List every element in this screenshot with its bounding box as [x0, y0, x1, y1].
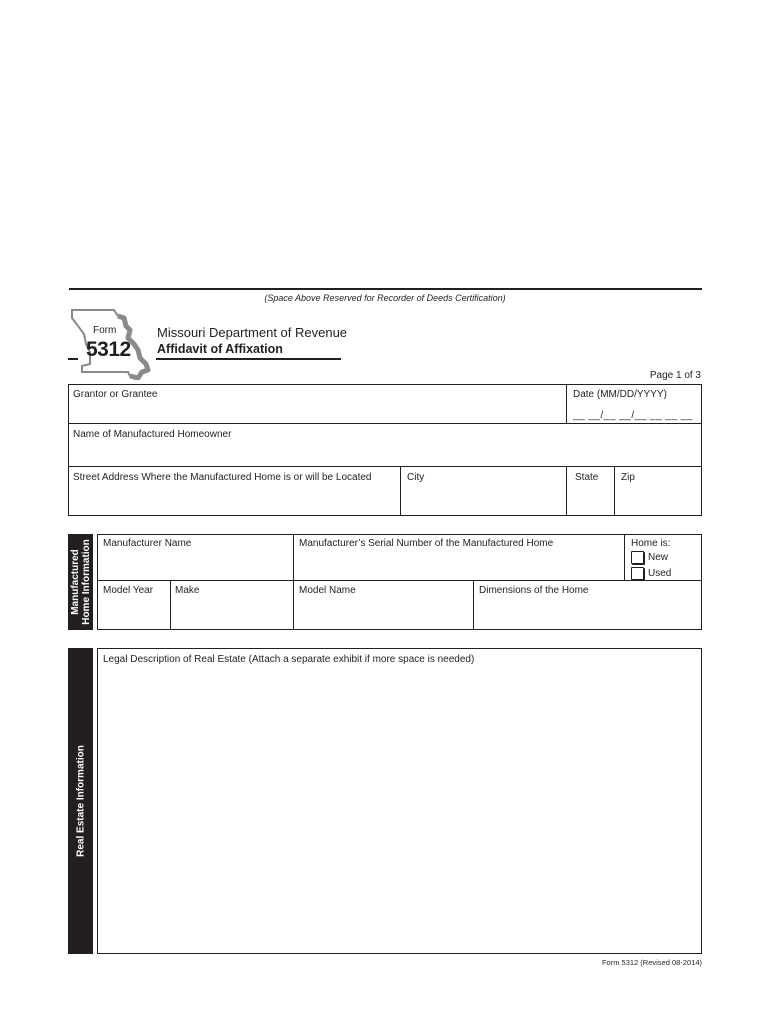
- column-divider: [566, 384, 567, 423]
- model-name-field[interactable]: [295, 598, 471, 628]
- model-year-field[interactable]: [99, 598, 168, 628]
- legal-description-label: Legal Description of Real Estate (Attach a separate exhibit if more space is needed): [103, 654, 475, 665]
- form-word: Form: [93, 325, 117, 336]
- real-estate-section-title: Real Estate Information: [75, 745, 86, 857]
- city-label: City: [407, 472, 425, 483]
- manufactured-home-section-title: [70, 539, 92, 625]
- column-divider: [473, 580, 474, 630]
- model-year-label: Model Year: [103, 585, 154, 596]
- home-new-label: New: [648, 552, 669, 563]
- state-field[interactable]: [568, 485, 612, 514]
- manufacturer-name-label: Manufacturer Name: [103, 538, 192, 549]
- legal-description-field[interactable]: [99, 668, 700, 952]
- form-number: 5312: [86, 338, 131, 361]
- serial-number-label: Manufacturer’s Serial Number of the Manufactured Home: [299, 538, 554, 549]
- column-divider: [293, 534, 294, 580]
- column-divider: [170, 580, 171, 630]
- row-divider: [68, 466, 702, 467]
- manufacturer-name-field[interactable]: [99, 551, 291, 578]
- model-name-label: Model Name: [299, 585, 356, 596]
- row-divider: [68, 423, 702, 424]
- zip-label: Zip: [621, 472, 635, 483]
- section-title-line: Manufactured: [69, 549, 81, 615]
- column-divider: [400, 466, 401, 516]
- real-estate-section-tab: [68, 648, 93, 954]
- serial-number-field[interactable]: [295, 551, 622, 578]
- form-number-underline: [68, 358, 78, 360]
- column-divider: [614, 466, 615, 516]
- reserved-area-divider: [69, 288, 702, 290]
- page-indicator: Page 1 of 3: [649, 370, 701, 381]
- zip-field[interactable]: [616, 485, 700, 514]
- column-divider: [624, 534, 625, 580]
- form-revision: Form 5312 (Revised 08-2014): [601, 958, 702, 967]
- column-divider: [293, 580, 294, 630]
- home-used-label: Used: [648, 568, 672, 579]
- make-field[interactable]: [172, 598, 291, 628]
- dimensions-field[interactable]: [475, 598, 700, 628]
- manufactured-home-section-tab: [68, 534, 93, 630]
- grantor-label: Grantor or Grantee: [73, 389, 158, 400]
- home-used-checkbox[interactable]: [631, 567, 644, 580]
- dimensions-label: Dimensions of the Home: [479, 585, 589, 596]
- street-address-label: Street Address Where the Manufactured Home is or will be Located: [73, 472, 372, 483]
- section-title-line: Home Information: [80, 539, 92, 625]
- reserved-area-note: (Space Above Reserved for Recorder of Deeds Certification): [264, 293, 506, 303]
- homeowner-label: Name of Manufactured Homeowner: [73, 429, 232, 440]
- state-label: State: [575, 472, 599, 483]
- department-name: Missouri Department of Revenue: [157, 325, 348, 340]
- make-label: Make: [175, 585, 200, 596]
- form-title: Affidavit of Affixation: [157, 342, 283, 356]
- street-address-field[interactable]: [70, 485, 398, 514]
- home-is-label: Home is:: [631, 538, 671, 549]
- date-label: Date (MM/DD/YYYY): [573, 389, 667, 400]
- row-divider: [97, 580, 702, 581]
- grantor-field[interactable]: [70, 402, 564, 422]
- date-field[interactable]: __ __/__ __/__ __ __ __: [573, 410, 693, 421]
- column-divider: [566, 466, 567, 516]
- city-field[interactable]: [402, 485, 564, 514]
- title-underline: [156, 358, 341, 360]
- homeowner-field[interactable]: [70, 442, 700, 464]
- home-new-checkbox[interactable]: [631, 551, 644, 564]
